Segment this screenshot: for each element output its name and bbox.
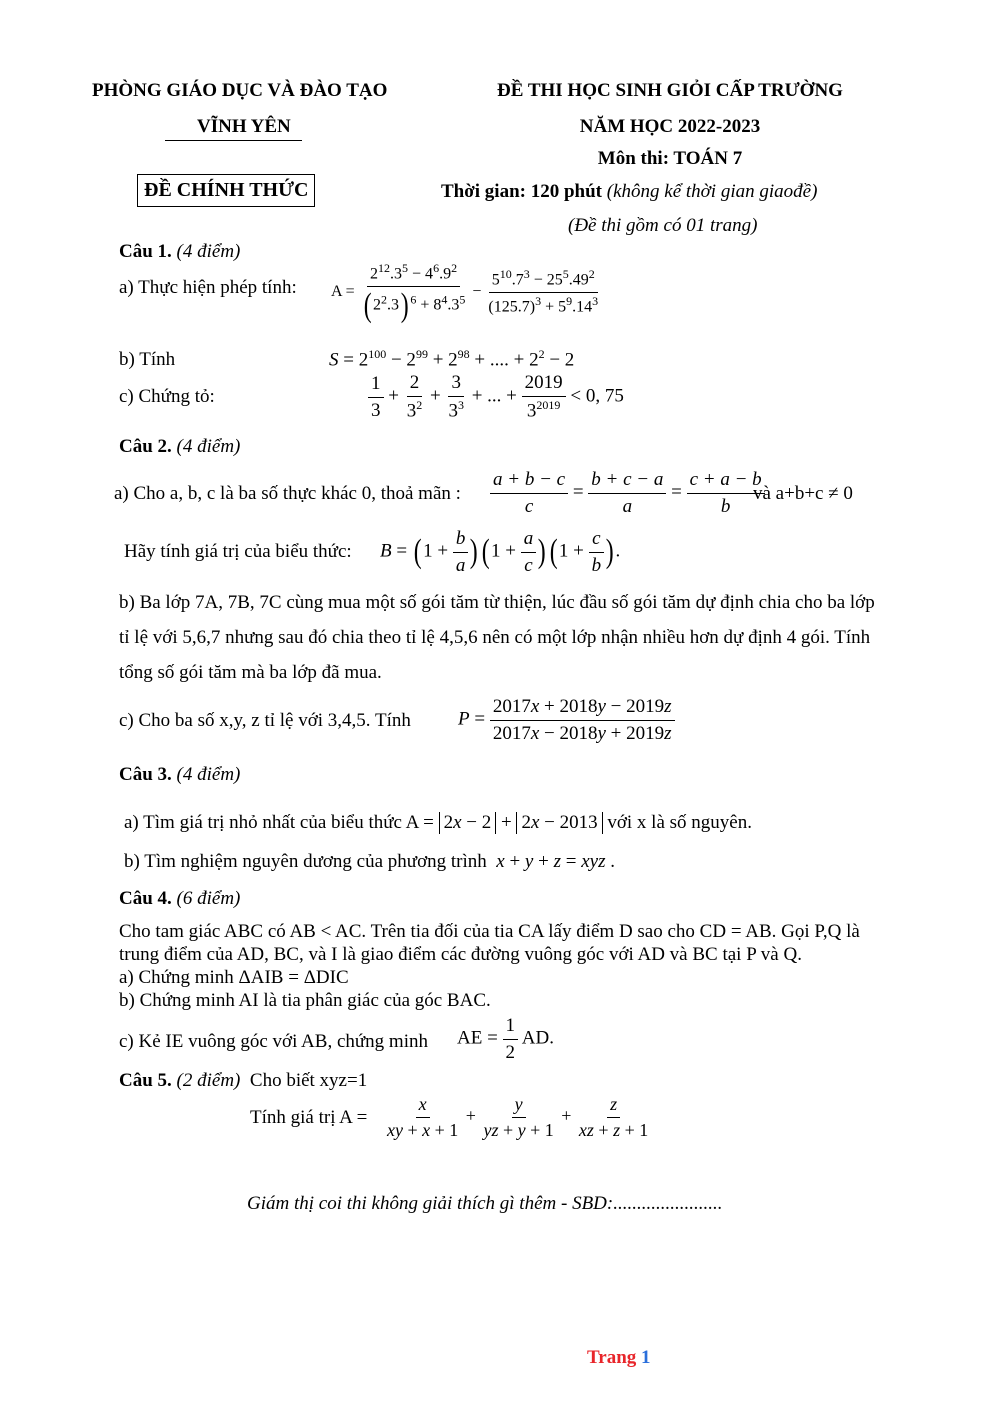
q4-points: (6 điểm) [176,888,241,909]
q1a-formula: A = $\frac{2^{12}.3^5 - 4^6.9^2}{( 2^2.3) ^6 + 8^4.3^5}$ − $\frac{5^{10}.7^3 - 25^5.49^2}{(125.7)^3 + 5^9.14^3}$ [331,261,599,324]
q3b-text: b) Tìm nghiệm nguyên dương của phương trình [124,851,487,872]
exam-time [441,181,817,203]
exam-subject: Môn thi: TOÁN 7 [597,148,743,169]
q4b: b) Chứng minh AI là tia phân giác của góc BAC. [119,990,491,1011]
official-stamp: ĐỀ CHÍNH THỨC [137,174,315,207]
q3-heading [119,764,240,786]
q2-title: Câu 2. [119,436,172,457]
q1-heading [119,241,240,263]
q5-formula: $\frac{x}{xy + x + 1}$ + $\frac{y}{yz + y + 1}$ + $\frac{z}{xz + z + 1}$ [387,1094,649,1140]
pages-note: (Đề thi gồm có 01 trang) [568,215,758,236]
q2a-expression: B = (1 + $\frac{b}{a}$ )(1 + $\frac{a}{c}$ )(1 + $\frac{c}{b}$ ). [380,528,621,576]
header-city: VĨNH YÊN [197,116,291,137]
q5-heading [119,1070,367,1092]
q5-title: Câu 5. [119,1070,172,1091]
q1b-formula: $S = 2^{100} - 2^{99} + 2^{98}$ + .... + $2^2 - 2$ [329,347,575,371]
q3b-equation: x + y + z = xyz . [496,851,615,872]
header-underline [165,140,302,141]
q4-line2: trung điểm của AD, BC, và I là giao điểm các đường vuông góc với AD và BC tại P và Q. [119,944,802,965]
q2b-line2: tỉ lệ với 5,6,7 nhưng sau đó chia theo tỉ lệ 4,5,6 nên có một lớp nhận nhiều hơn dự định 4 gói. Tính [119,627,871,648]
q3b-line [124,851,615,873]
q2-points: (4 điểm) [176,436,241,457]
q2b-line3: tổng số gói tăm mà ba lớp đã mua. [119,662,382,683]
page-number [587,1347,651,1369]
q1c-label: c) Chứng tỏ: [119,386,215,407]
q3a-text: a) Tìm giá trị nhỏ nhất của biểu thức A = [124,812,434,833]
exam-time-label: Thời gian: 120 phút [441,181,602,202]
q2b-line1: b) Ba lớp 7A, 7B, 7C cùng mua một số gói tăm từ thiện, lúc đầu số gói tăm dự định chia cho ba lớp [119,592,875,613]
q4a: a) Chứng minh ΔAIB = ΔDIC [119,967,349,988]
q3-title: Câu 3. [119,764,172,785]
school-year: NĂM HỌC 2022-2023 [579,116,761,137]
q1-title: Câu 1. [119,241,172,262]
exam-title: ĐỀ THI HỌC SINH GIỎI CẤP TRƯỜNG [497,80,843,101]
q2c-formula: P = $\frac{2017x + 2018y - 2019z}{2017x - 2018y + 2019z}$ [458,696,675,745]
q2a-text: a) Cho a, b, c là ba số thực khác 0, thoả mãn : [114,483,461,504]
q5-ask: Tính giá trị A = [250,1107,368,1128]
q1b-label: b) Tính [119,349,176,370]
q4-heading [119,888,240,910]
q4c-text: c) Kẻ IE vuông góc với AB, chứng minh [119,1031,428,1052]
q1-points: (4 điểm) [176,241,241,262]
footer-note: Giám thị coi thi không giải thích gì thêm - SBD:....................... [247,1193,723,1214]
q1c-formula: $\frac{1}{3}$ + $\frac{2}{3^2}$ + $\frac{3}{3^3}$ + ... + $\frac{2019}{3^{2019}}$ < 0, 75 [368,372,624,422]
q4-title: Câu 4. [119,888,172,909]
page-num: 1 [641,1347,651,1368]
q5-given: Cho biết xyz=1 [249,1070,368,1091]
q2a-formula: $\frac{a + b - c}{c}$ = $\frac{b + c - a}{a}$ = $\frac{c + a - b}{b}$ [490,469,765,518]
q4-line1: Cho tam giác ABC có AB < AC. Trên tia đối của tia CA lấy điểm D sao cho CD = AB. Gọi P,Q là [119,921,860,942]
q3a-tail: với x là số nguyên. [607,812,752,833]
exam-time-note: (không kể thời gian giaođề) [606,181,818,202]
q3a-expression: 2x − 2 + 2x − 2013 [439,812,603,833]
q1a-label: a) Thực hiện phép tính: [119,277,297,298]
q2c-text: c) Cho ba số x,y, z tỉ lệ với 3,4,5. Tính [119,710,411,731]
q2a-condition: và a+b+c ≠ 0 [753,483,853,504]
q4c-formula: AE = $\frac{1}{2}$ AD. [457,1015,554,1063]
page-word: Trang [587,1347,637,1368]
q5-points: (2 điểm) [176,1070,241,1091]
q2a-ask: Hãy tính giá trị của biểu thức: [124,541,352,562]
header-department: PHÒNG GIÁO DỤC VÀ ĐÀO TẠO [92,80,388,101]
q2-heading [119,436,240,458]
q3-points: (4 điểm) [176,764,241,785]
q3a-line [124,812,752,834]
q1c-rhs: < 0, 75 [570,385,624,407]
